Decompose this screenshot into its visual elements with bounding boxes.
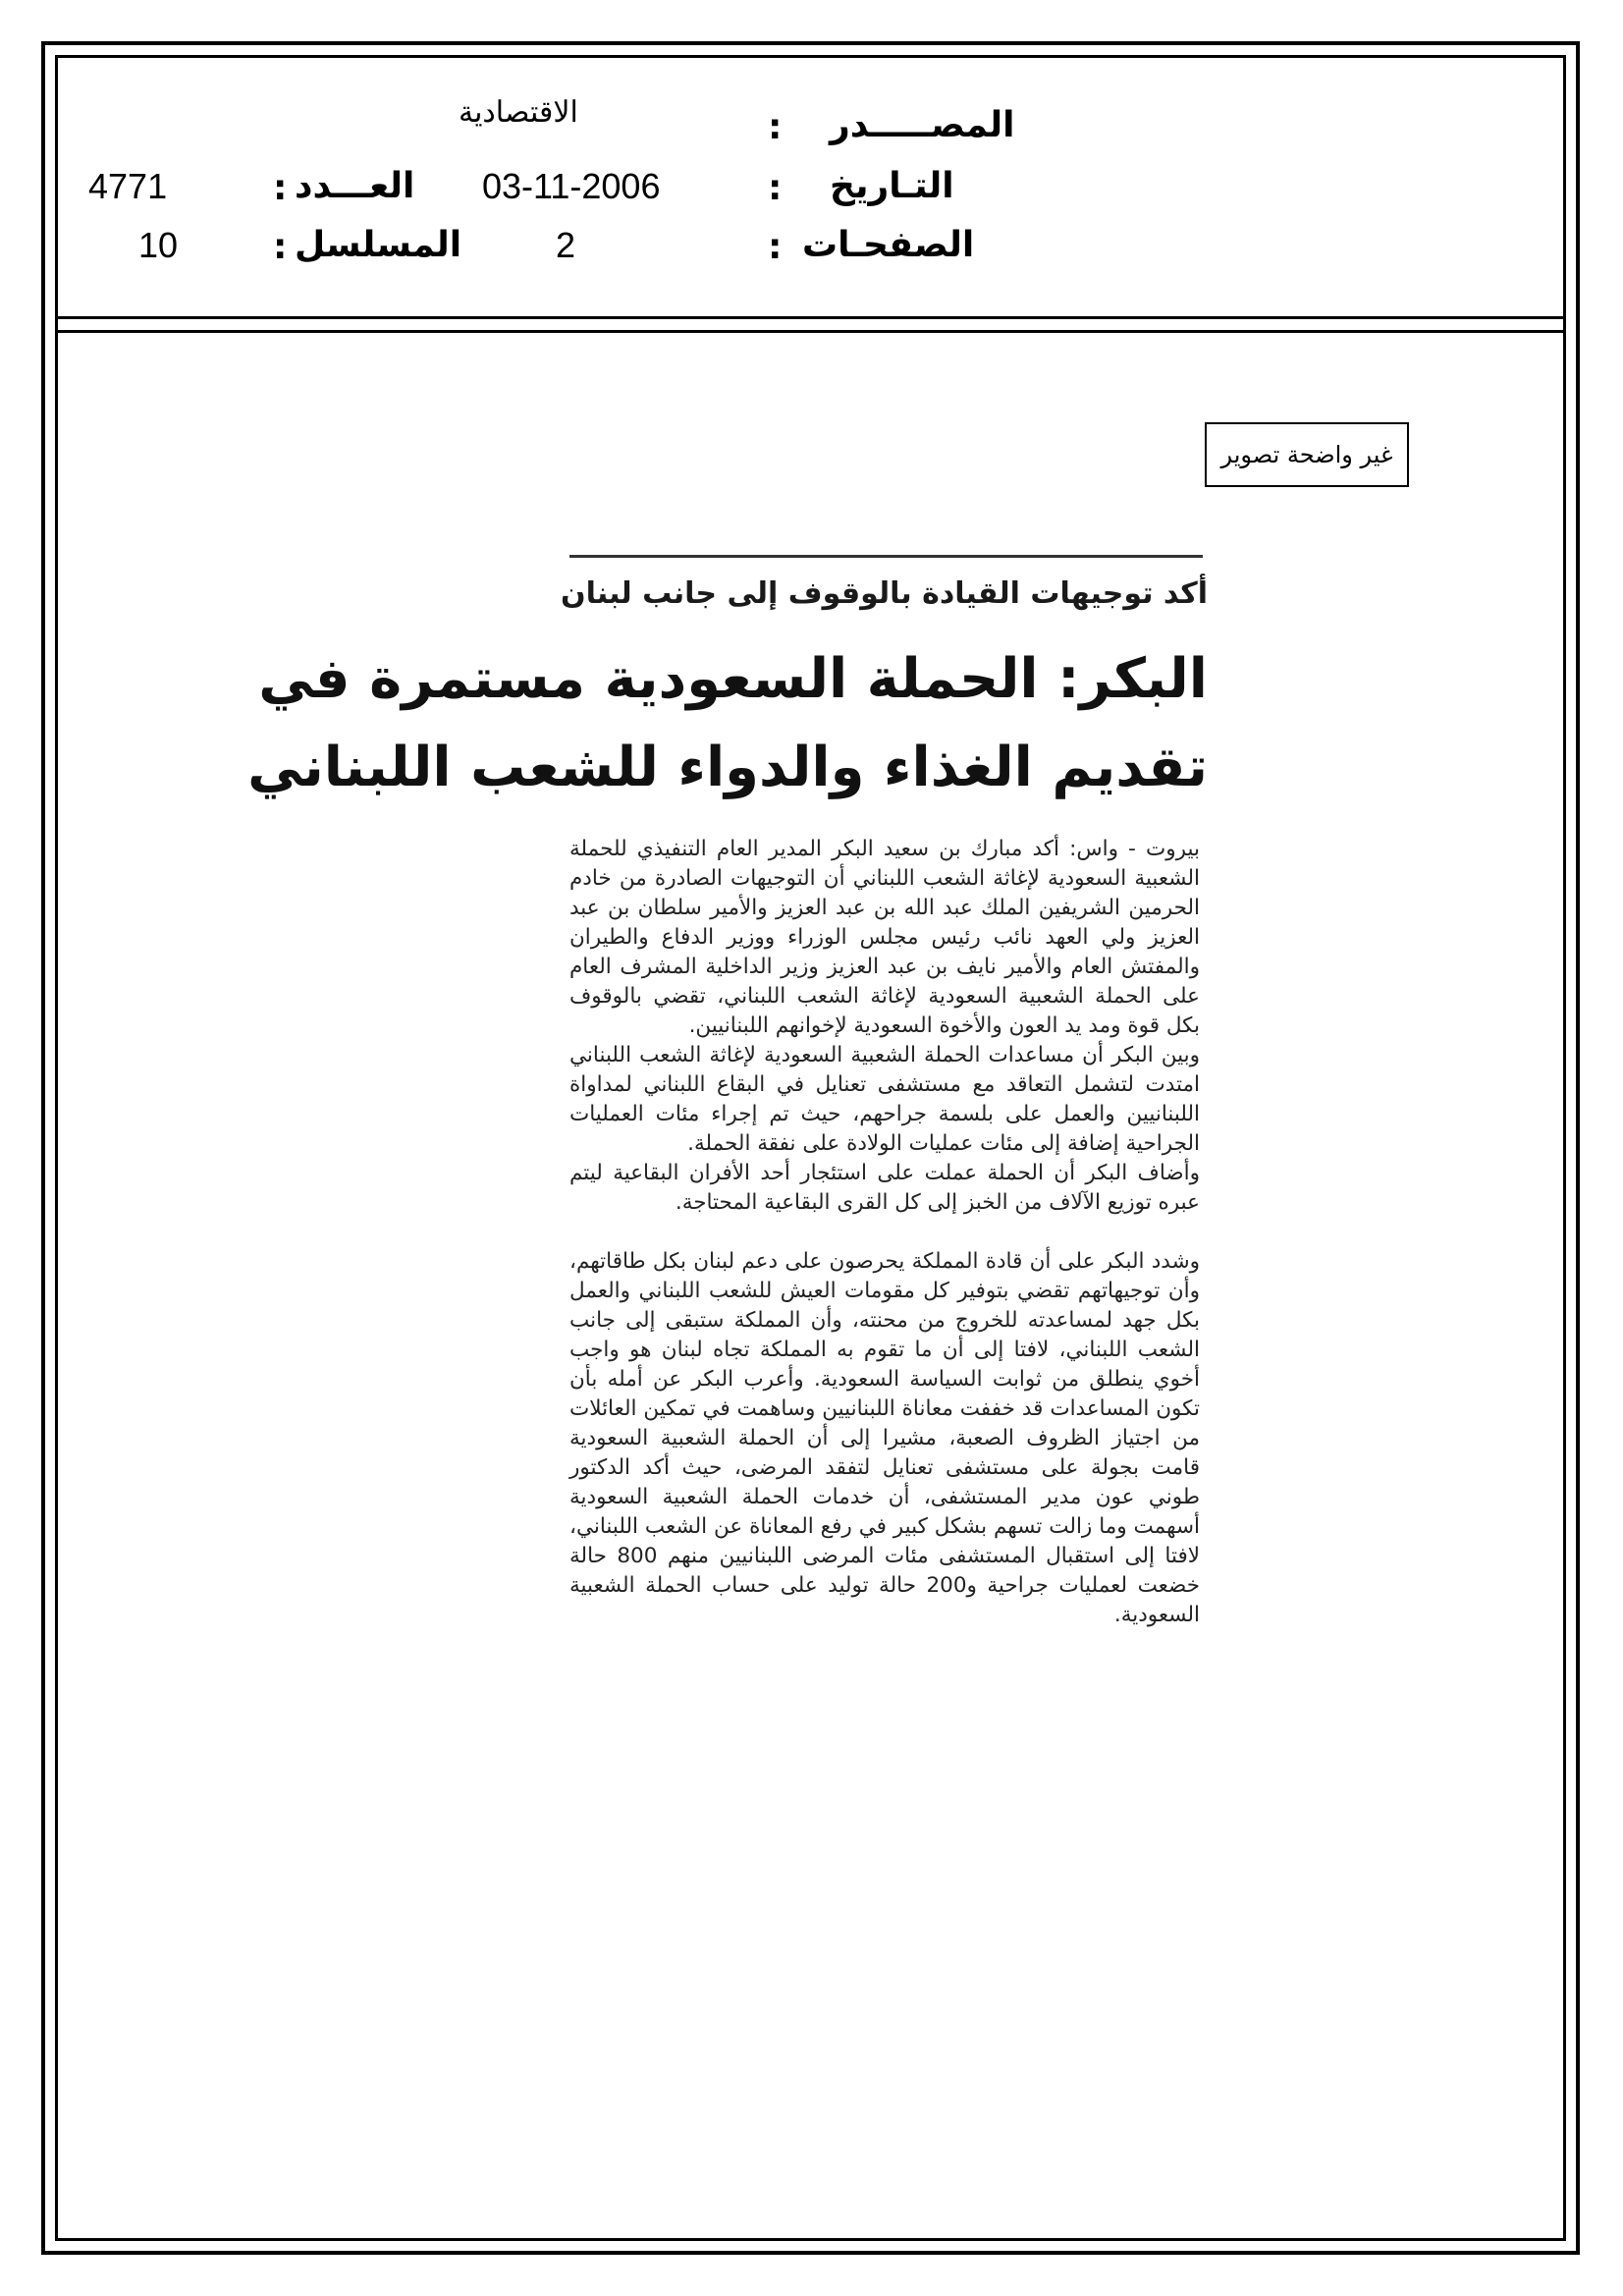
pages-colon: : <box>768 227 783 267</box>
article-paragraph: بيروت - واس: أكد مبارك بن سعيد البكر المدير العام التنفيذي للحملة الشعبية السعودية لإغاثة الشعب اللبناني أن التوجيهات الصادرة من خادم الحرمين الشريفين الملك عبد الله بن عبد العزيز والأمير سلطان بن عبد العزيز ولي العهد نائب رئيس مجلس الوزراء ووزير الدفاع والطيران والمفتش العام والأمير نايف بن عبد العزيز وزير الداخلية المشرف العام على الحملة الشعبية السعودية لإغاثة الشعب اللبناني، تقضي بالوقوف بكل قوة ومد يد العون والأخوة السعودية لإخوانهم اللبنانيين. <box>569 837 1200 1038</box>
serial-value: 10 <box>138 225 179 265</box>
news-clipping <box>247 555 1213 1723</box>
article-paragraph: وبين البكر أن مساعدات الحملة الشعبية السعودية لإغاثة الشعب اللبناني امتدت لتشمل التعاقد مع مستشفى تعنايل في البقاع اللبناني لمداواة اللبنانيين والعمل على بلسمة جراحهم، حيث تم إجراء مئات العمليات الجراحية إضافة إلى مئات عمليات الولادة على نفقة الحملة. <box>569 1043 1200 1156</box>
clipping-top-rule <box>569 555 1203 558</box>
article-headline-line-2: تقديم الغذاء والدواء للشعب اللبناني <box>247 736 1208 799</box>
date-label: التـاريخ <box>830 166 954 206</box>
article-kicker: أكد توجيهات القيادة بالوقوف إلى جانب لبنان <box>561 576 1208 611</box>
article-paragraph: وشدد البكر على أن قادة المملكة يحرصون على دعم لبنان بكل طاقاتهم، وأن توجيهاتهم تقضي بتوفير كل مقومات العيش للشعب اللبناني والعمل بكل جهد لمساعدته للخروج من محنته، وأن المملكة ستبقى إلى جانب الشعب اللبناني، لافتا إلى أن ما تقوم به المملكة تجاه لبنان هو واجب أخوي ينطلق من ثوابت السياسة السعودية. وأعرب البكر عن أمله بأن تكون المساعدات قد خففت معاناة اللبنانيين وساهمت في تمكين العائلات من اجتياز الظروف الصعبة، مشيرا إلى أن الحملة الشعبية السعودية قامت بجولة على مستشفى تعنايل لتفقد المرضى، حيث أكد الدكتور طوني عون مدير المستشفى، أن خدمات الحملة الشعبية السعودية أسهمت وما زالت تسهم بشكل كبير في رفع المعاناة عن الشعب اللبناني، لافتا إلى استقبال المستشفى مئات المرضى اللبنانيين منهم 800 حالة خضعت لعمليات جراحية و200 حالة توليد على حساب الحملة الشعبية السعودية. <box>569 1249 1200 1627</box>
source-value: الاقتصادية <box>459 96 578 129</box>
serial-colon: : <box>273 227 288 267</box>
article-paragraph: وأضاف البكر أن الحملة عملت على استئجار أحد الأفران البقاعية ليتم عبره توزيع الآلاف من الخبز إلى كل القرى البقاعية المحتاجة. <box>569 1161 1200 1215</box>
issue-label: العـــدد <box>295 166 415 206</box>
header-divider-bottom <box>55 330 1566 333</box>
header-divider-top <box>55 316 1566 319</box>
article-body <box>569 835 1200 1630</box>
serial-label: المسلسل <box>295 225 462 265</box>
date-colon: : <box>768 168 783 208</box>
source-label: المصـــــدر <box>830 105 1015 145</box>
issue-colon: : <box>273 168 288 208</box>
unclear-copy-stamp: غير واضحة تصوير <box>1205 422 1409 487</box>
source-colon: : <box>768 107 783 147</box>
pages-value: 2 <box>556 225 576 265</box>
article-headline-line-1: البكر: الحملة السعودية مستمرة في <box>258 647 1208 711</box>
issue-value: 4771 <box>88 166 168 206</box>
pages-label: الصفحـات <box>802 225 975 265</box>
date-value: 03-11-2006 <box>482 166 661 206</box>
